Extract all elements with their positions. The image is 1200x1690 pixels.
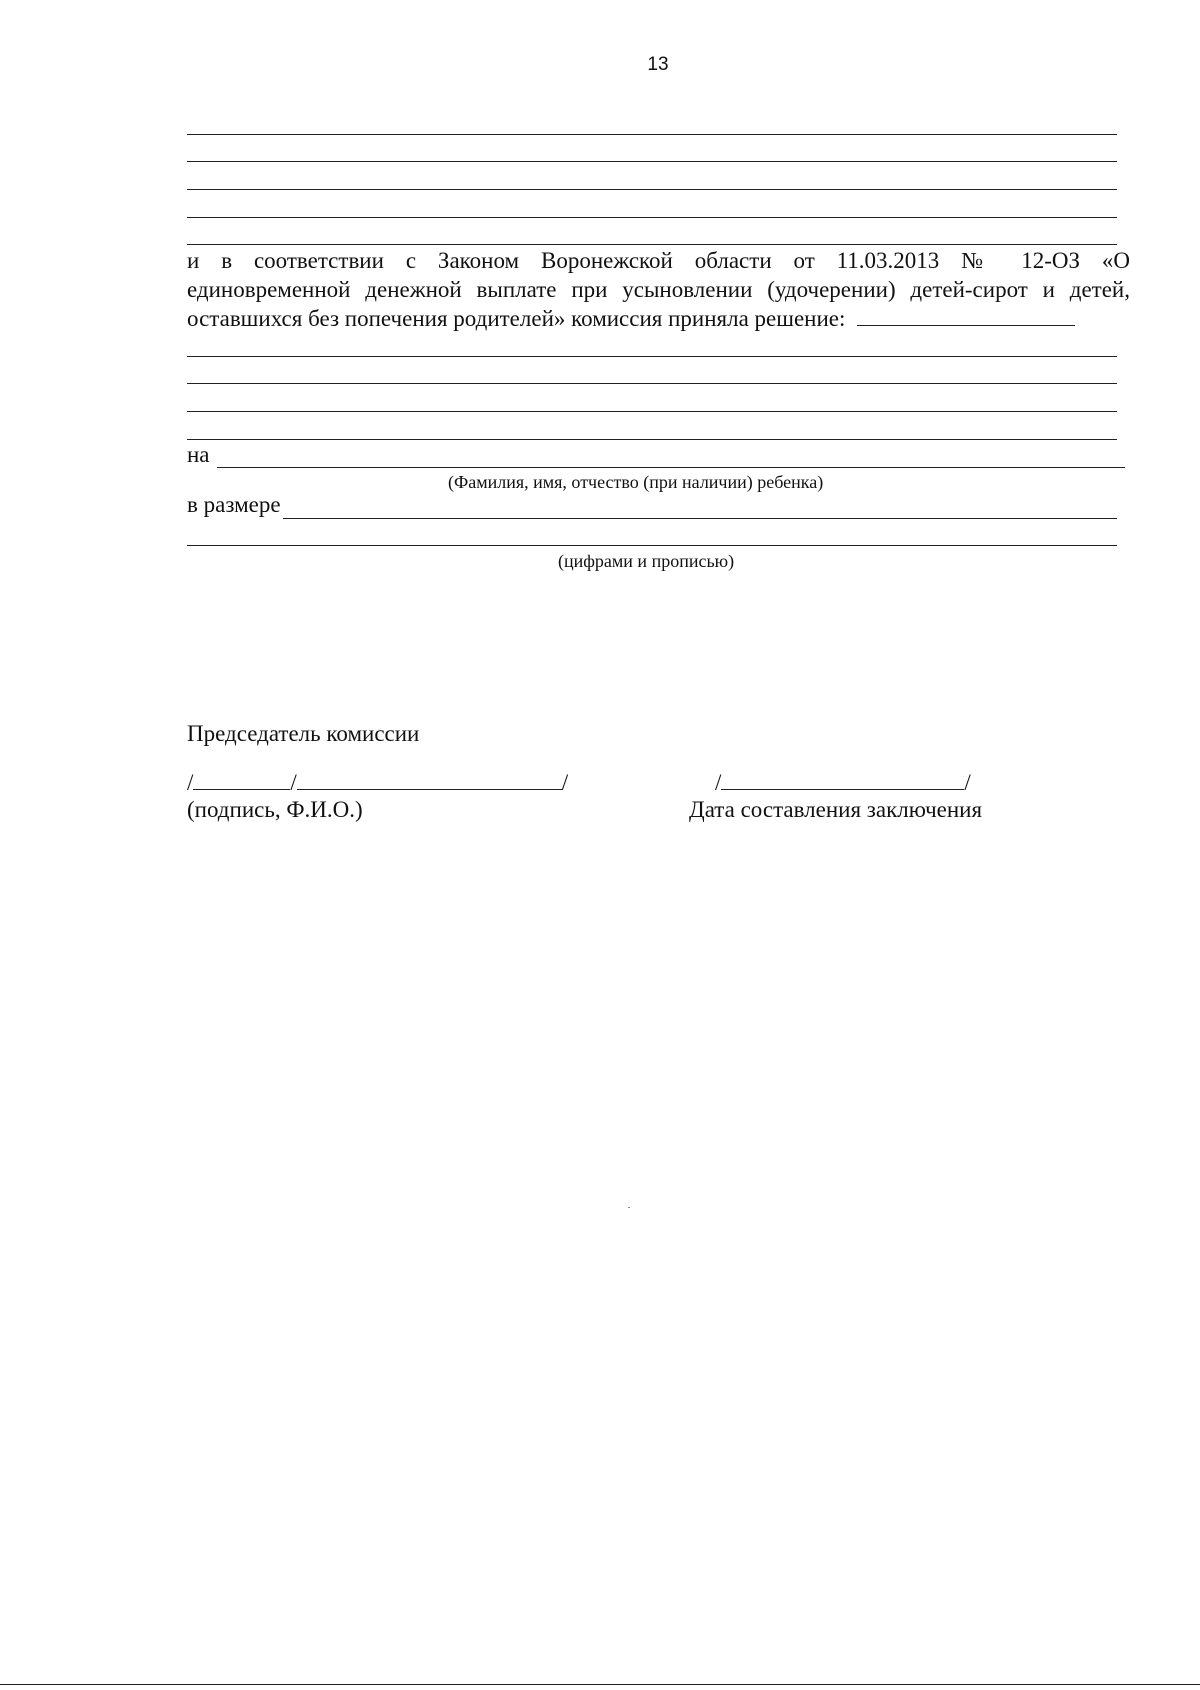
scan-speck <box>628 1207 630 1208</box>
paragraph-line-1: и в соответствии с Законом Воронежской области от 11.03.2013 № 12-ОЗ «О <box>187 248 1130 273</box>
slash: / <box>290 770 297 795</box>
paragraph-line-3 <box>187 304 1075 334</box>
date-blank[interactable] <box>721 769 964 790</box>
amount-field[interactable] <box>283 518 1117 519</box>
paragraph-line-2: единовременной денежной выплате при усыновлении (удочерении) детей-сирот и детей, <box>187 277 1130 302</box>
blank-line[interactable] <box>187 244 1117 245</box>
date-field[interactable] <box>715 768 971 798</box>
child-name-field[interactable] <box>217 467 1125 468</box>
amount-field-prefix: в размере <box>187 492 281 517</box>
blank-line[interactable] <box>187 134 1117 135</box>
blank-line[interactable] <box>187 356 1117 357</box>
page-number: 13 <box>647 54 669 75</box>
child-field-prefix: на <box>187 442 210 467</box>
slash: / <box>561 770 569 795</box>
blank-line[interactable] <box>187 217 1117 218</box>
amount-field-caption: (цифрами и прописью) <box>558 551 735 571</box>
blank-line[interactable] <box>187 161 1117 162</box>
blank-line[interactable] <box>187 383 1117 384</box>
signature-field[interactable] <box>187 768 568 798</box>
slash: / <box>187 770 194 795</box>
date-caption: Дата составления заключения <box>689 797 983 822</box>
blank-line[interactable] <box>187 411 1117 412</box>
signature-blank[interactable] <box>193 769 290 790</box>
blank-line[interactable] <box>187 439 1117 440</box>
paragraph-line-3-text: оставшихся без попечения родителей» комиссия приняла решение: <box>187 306 846 331</box>
name-blank[interactable] <box>297 769 562 790</box>
chairman-title: Председатель комиссии <box>187 721 420 746</box>
child-field-caption: (Фамилия, имя, отчество (при наличии) ребенка) <box>448 472 824 492</box>
slash: / <box>964 770 971 795</box>
blank-line[interactable] <box>187 189 1117 190</box>
scan-edge-line <box>0 1684 1200 1685</box>
slash: / <box>715 770 722 795</box>
signature-caption: (подпись, Ф.И.О.) <box>187 797 363 822</box>
decision-field[interactable] <box>857 305 1075 326</box>
amount-field-line-2[interactable] <box>187 545 1117 546</box>
